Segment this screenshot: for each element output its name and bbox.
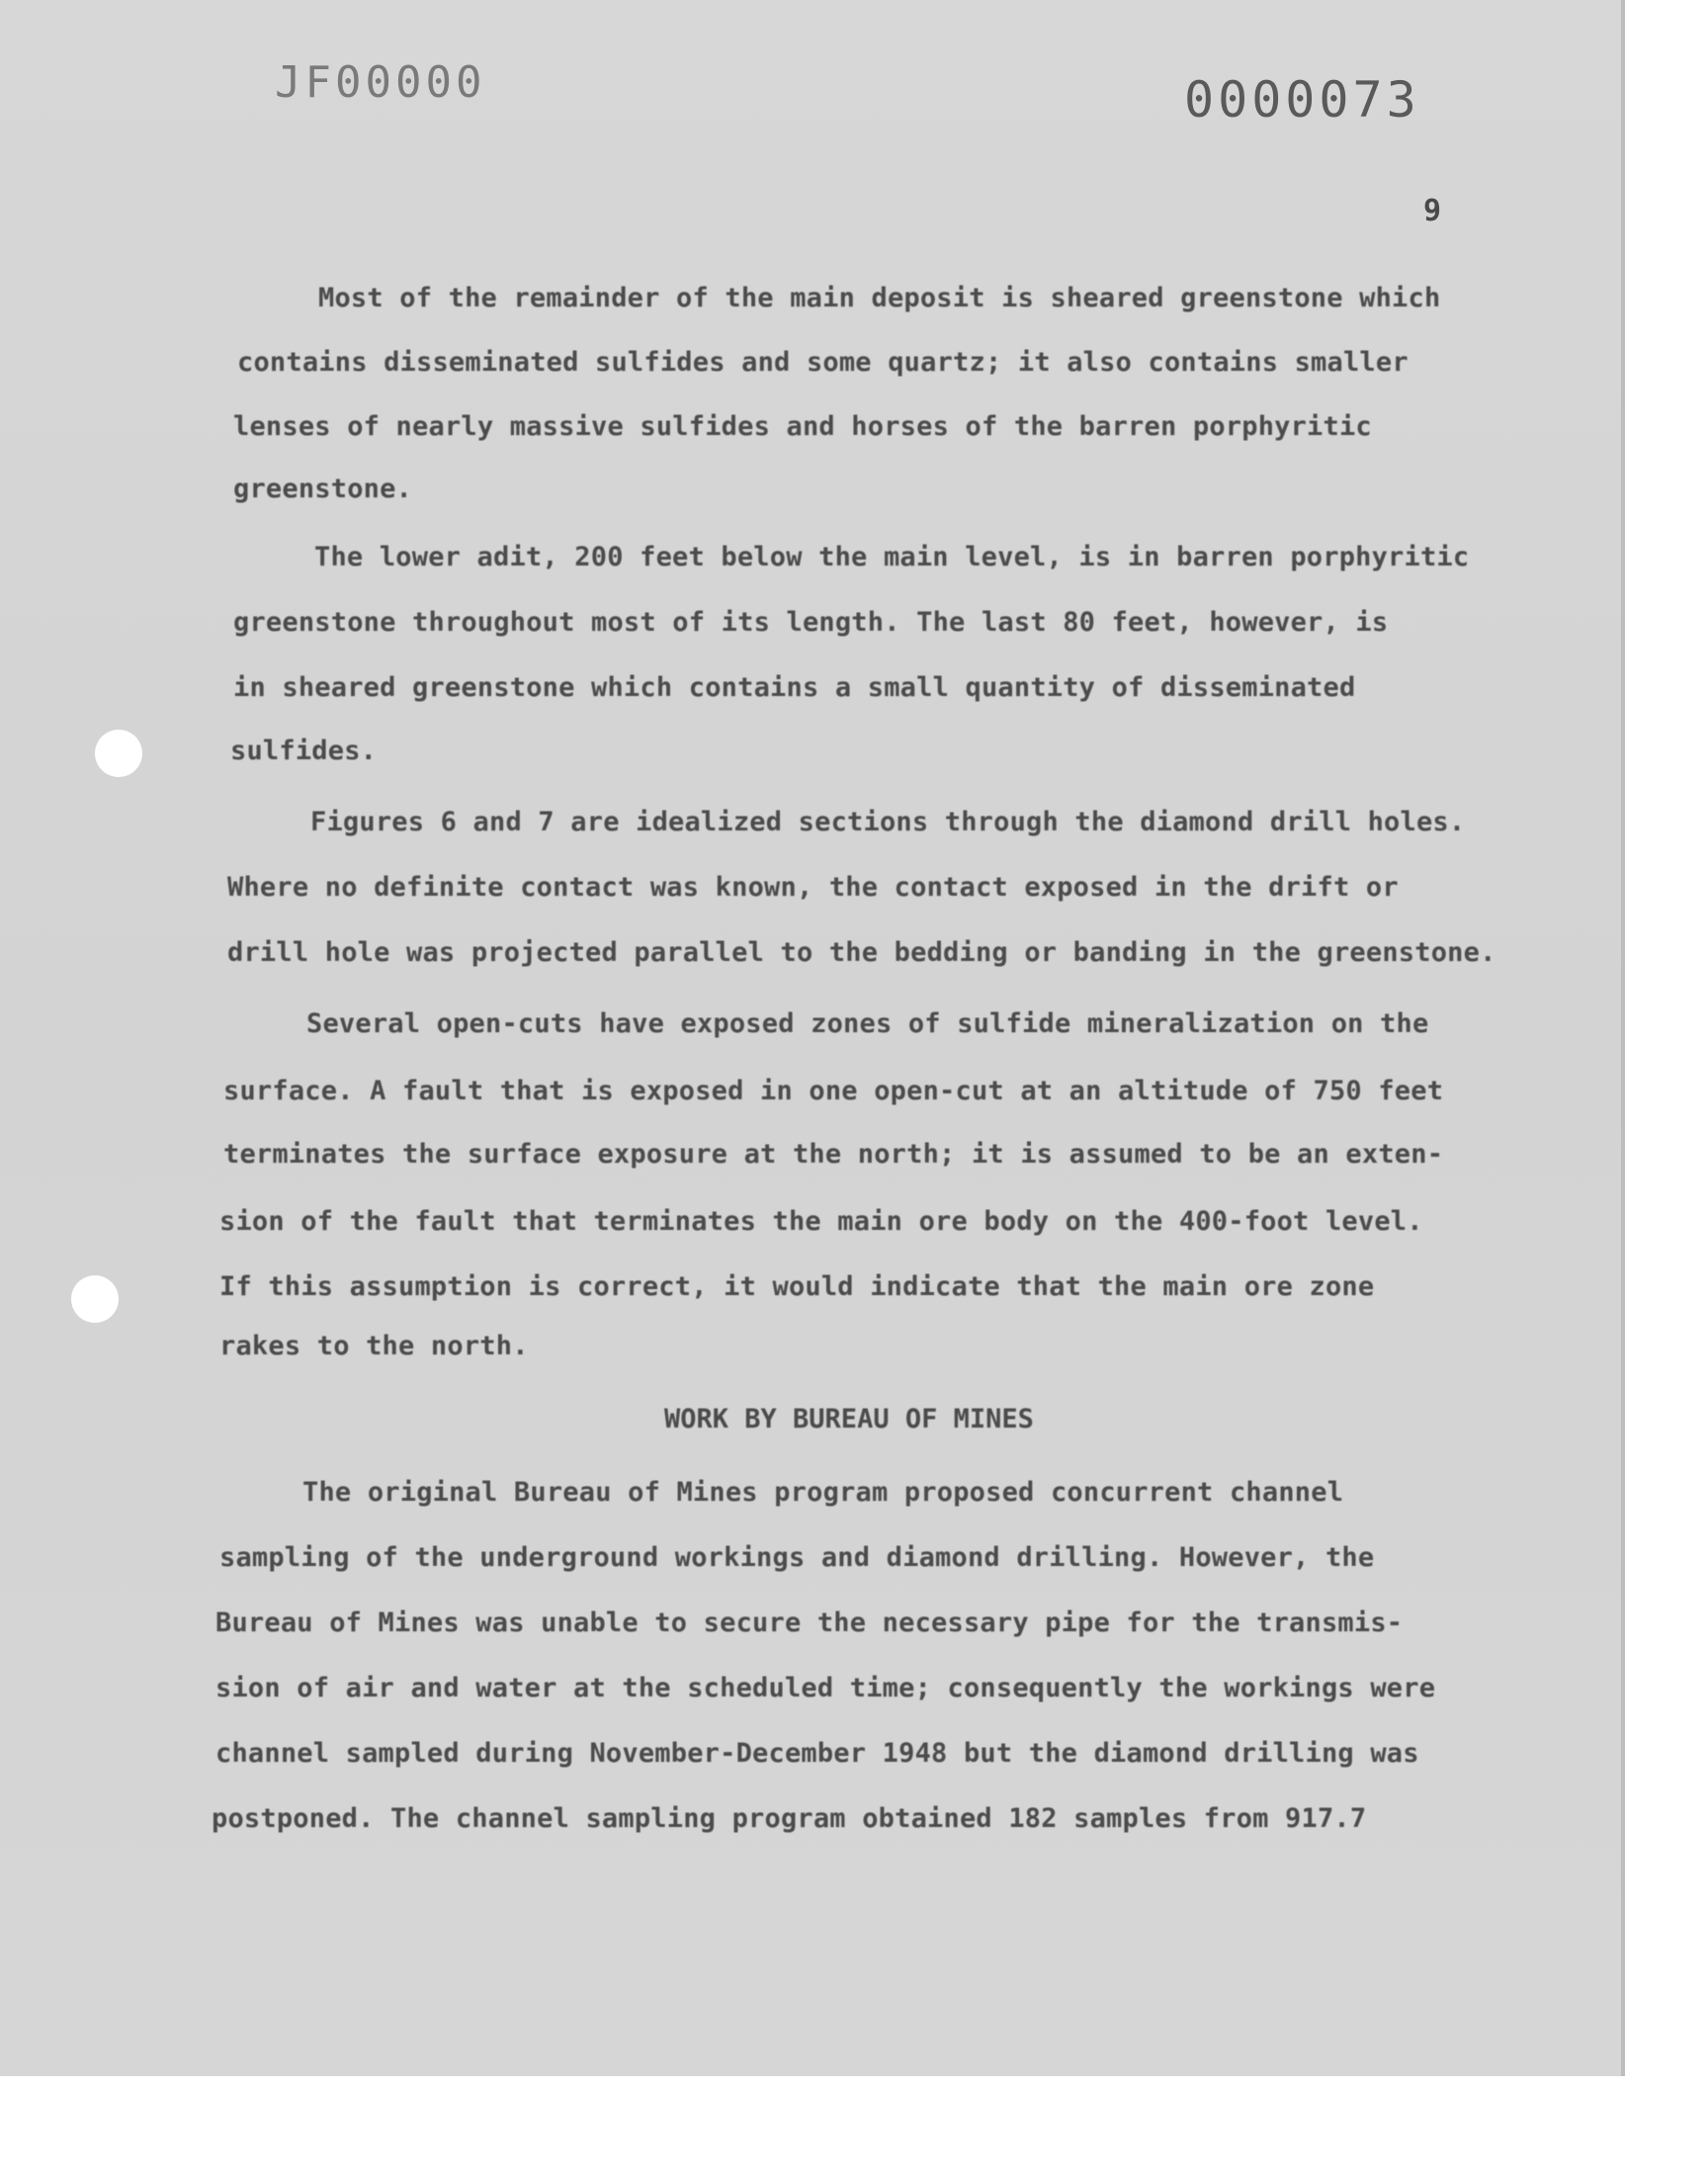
- paragraph-line: lenses of nearly massive sulfides and horses of the barren porphyritic: [233, 411, 1372, 442]
- paragraph-line: greenstone.: [233, 474, 413, 504]
- paragraph-line: The original Bureau of Mines program proposed concurrent channel: [302, 1477, 1344, 1508]
- document-stamp-left: JF00000: [275, 57, 486, 108]
- punch-hole: [95, 730, 142, 777]
- paragraph-line: Figures 6 and 7 are idealized sections through the diamond drill holes.: [310, 807, 1466, 837]
- paragraph-line: postponed. The channel sampling program obtained 182 samples from 917.7: [212, 1803, 1367, 1834]
- paragraph-line: If this assumption is correct, it would indicate that the main ore zone: [219, 1271, 1375, 1302]
- paragraph-line: drill hole was projected parallel to the bedding or banding in the greenstone.: [227, 937, 1496, 968]
- punch-hole: [71, 1275, 119, 1323]
- document-stamp-number: 0000073: [1184, 71, 1420, 129]
- paragraph-line: The lower adit, 200 feet below the main level, is in barren porphyritic: [314, 542, 1470, 572]
- paragraph-line: channel sampled during November-December 1948 but the diamond drilling was: [215, 1738, 1419, 1769]
- paragraph-line: sulfides.: [230, 736, 378, 766]
- paragraph-line: greenstone throughout most of its length. The last 80 feet, however, is: [233, 607, 1389, 638]
- paragraph-line: sion of the fault that terminates the main ore body on the 400-foot level.: [219, 1206, 1423, 1237]
- section-heading: WORK BY BUREAU OF MINES: [664, 1404, 1034, 1435]
- paragraph-line: in sheared greenstone which contains a small quantity of disseminated: [233, 672, 1356, 703]
- paragraph-line: terminates the surface exposure at the north; it is assumed to be an exten-: [223, 1139, 1444, 1170]
- paragraph-line: rakes to the north.: [219, 1331, 529, 1361]
- paragraph-line: Bureau of Mines was unable to secure the necessary pipe for the transmis-: [215, 1608, 1404, 1638]
- page-number: 9: [1423, 194, 1442, 228]
- paragraph-line: sampling of the underground workings and diamond drilling. However, the: [219, 1542, 1375, 1573]
- paragraph-line: Several open-cuts have exposed zones of sulfide mineralization on the: [306, 1008, 1429, 1039]
- paragraph-line: Where no definite contact was known, the contact exposed in the drift or: [227, 872, 1399, 903]
- paragraph-line: surface. A fault that is exposed in one open-cut at an altitude of 750 feet: [223, 1076, 1444, 1106]
- page-edge: [1621, 0, 1625, 2076]
- paragraph-line: Most of the remainder of the main deposit is sheared greenstone which: [318, 283, 1441, 313]
- paragraph-line: sion of air and water at the scheduled time; consequently the workings were: [215, 1673, 1436, 1703]
- paragraph-line: contains disseminated sulfides and some quartz; it also contains smaller: [237, 347, 1409, 378]
